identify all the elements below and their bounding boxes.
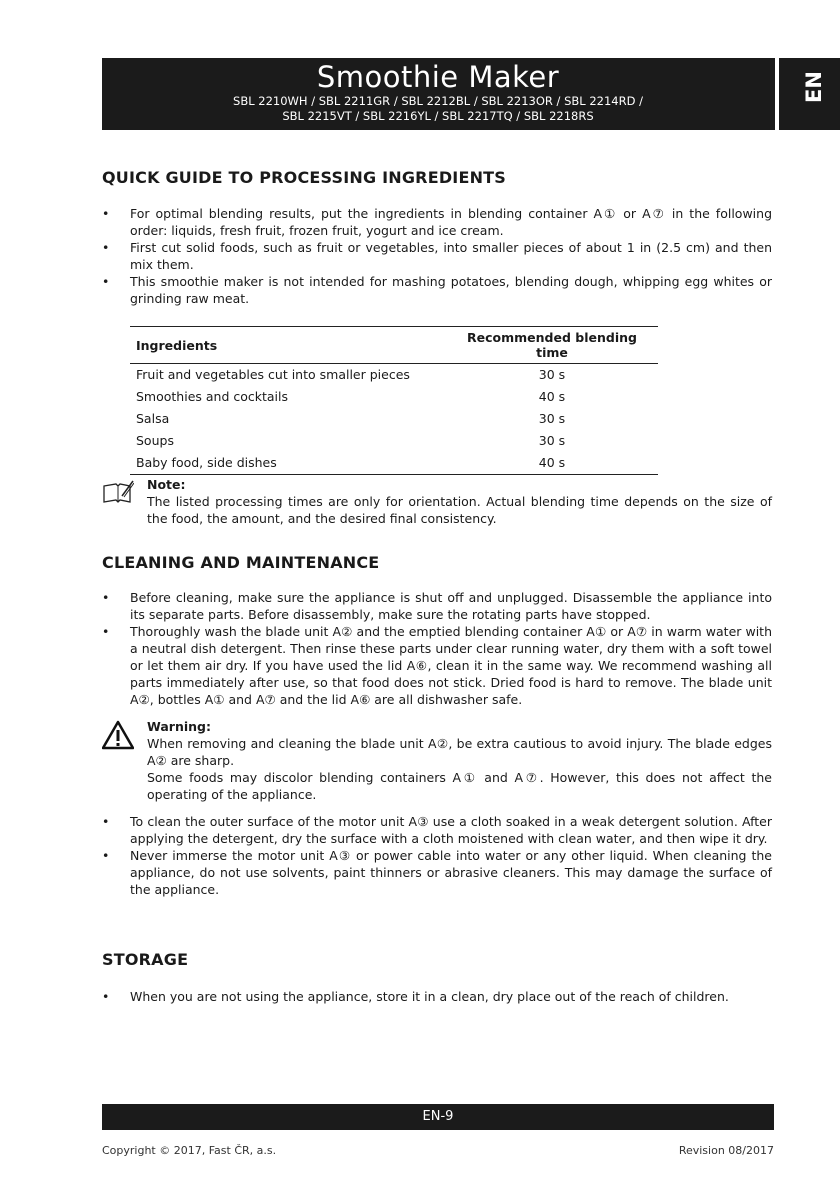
list-item: • Before cleaning, make sure the appliance is shut off and unplugged. Disassemble the appliance into its separate parts. Before disassembly, make sure the rotating parts have stopped. [102, 589, 772, 623]
language-label: EN [802, 71, 826, 103]
list-item: • Never immerse the motor unit A③ or power cable into water or any other liquid. When cleaning the appliance, do not use solvents, paint thinners or abrasive cleaners. This may damage the surface of the appliance. [102, 847, 772, 898]
table-row [130, 430, 658, 452]
time-cell: 30 s [538, 433, 566, 448]
table-row [130, 452, 658, 475]
time-cell: 30 s [538, 367, 566, 382]
page-number-bar [102, 1104, 774, 1130]
note-pencil-icon [102, 480, 134, 506]
quick-guide-list [102, 205, 772, 307]
list-item: • For optimal blending results, put the ingredients in blending container A① or A⑦ in the following order: liquids, fresh fruit, frozen fruit, yogurt and ice cream. [102, 205, 772, 239]
cleaning-list [102, 589, 772, 708]
ingredient-cell: Soups [136, 433, 174, 448]
copyright: Copyright © 2017, Fast ČR, a.s. [102, 1144, 277, 1157]
document-title: Smoothie Maker [316, 60, 560, 94]
note-block [102, 476, 772, 527]
storage-heading: STORAGE [102, 950, 189, 969]
note-label: Note: [147, 477, 186, 492]
cleaning-list-2 [102, 813, 772, 898]
column-header-time: Recommended blending time [446, 327, 658, 364]
time-cell: 30 s [538, 411, 566, 426]
ingredient-cell: Smoothies and cocktails [136, 389, 289, 404]
warning-text-2: Some foods may discolor blending containers A① and A⑦. However, this does not affect the operating of the appliance. [147, 770, 772, 802]
table-header-row [130, 327, 658, 364]
column-header-ingredients: Ingredients [130, 327, 446, 364]
document-header [102, 58, 774, 130]
header-divider [772, 58, 775, 130]
list-item: • To clean the outer surface of the motor unit A③ use a cloth soaked in a weak detergent solution. After applying the detergent, dry the surface with a cloth moistened with clean water, and then wipe it dry. [102, 813, 772, 847]
quick-guide-heading: QUICK GUIDE TO PROCESSING INGREDIENTS [102, 168, 507, 187]
warning-triangle-icon [102, 720, 134, 750]
note-text: The listed processing times are only for orientation. Actual blending time depends on the size of the food, the amount, and the desired final consistency. [147, 494, 772, 526]
table-row [130, 408, 658, 430]
list-item: • Thoroughly wash the blade unit A② and the emptied blending container A① or A⑦ in warm water with a neutral dish detergent. Then rinse these parts under clear running water, dry them with a soft towel or let them air dry. If you have used the lid A⑥, clean it in the same way. We recommend washing all parts immediately after use, so that food does not stick. Dried food is hard to remove. The blade unit A②, bottles A① and A⑦ and the lid A⑥ are all dishwasher safe. [102, 623, 772, 708]
cleaning-heading: CLEANING AND MAINTENANCE [102, 553, 380, 572]
ingredient-cell: Fruit and vegetables cut into smaller pieces [136, 367, 410, 382]
model-list-line-1: SBL 2210WH / SBL 2211GR / SBL 2212BL / SBL 2213OR / SBL 2214RD / [233, 94, 643, 108]
table-row [130, 364, 658, 387]
list-item: • This smoothie maker is not intended for mashing potatoes, blending dough, whipping egg whites or grinding raw meat. [102, 273, 772, 307]
time-cell: 40 s [538, 389, 566, 404]
storage-list [102, 988, 772, 1005]
blending-time-table [130, 326, 658, 475]
time-cell: 40 s [446, 452, 658, 475]
table-row [130, 386, 658, 408]
list-item: • First cut solid foods, such as fruit or vegetables, into smaller pieces of about 1 in (2.5 cm) and then mix them. [102, 239, 772, 273]
language-tab [779, 58, 840, 130]
model-list-line-2: SBL 2215VT / SBL 2216YL / SBL 2217TQ / SBL 2218RS [282, 109, 594, 123]
ingredient-cell: Salsa [136, 411, 170, 426]
ingredient-cell: Baby food, side dishes [130, 452, 446, 475]
warning-text-1: When removing and cleaning the blade unit A②, be extra cautious to avoid injury. The blade edges A② are sharp. [147, 736, 772, 768]
revision: Revision 08/2017 [678, 1144, 774, 1157]
warning-block [102, 718, 772, 803]
page-number: EN-9 [422, 1109, 454, 1124]
list-item: • When you are not using the appliance, store it in a clean, dry place out of the reach of children. [102, 988, 772, 1005]
warning-label: Warning: [147, 719, 211, 734]
